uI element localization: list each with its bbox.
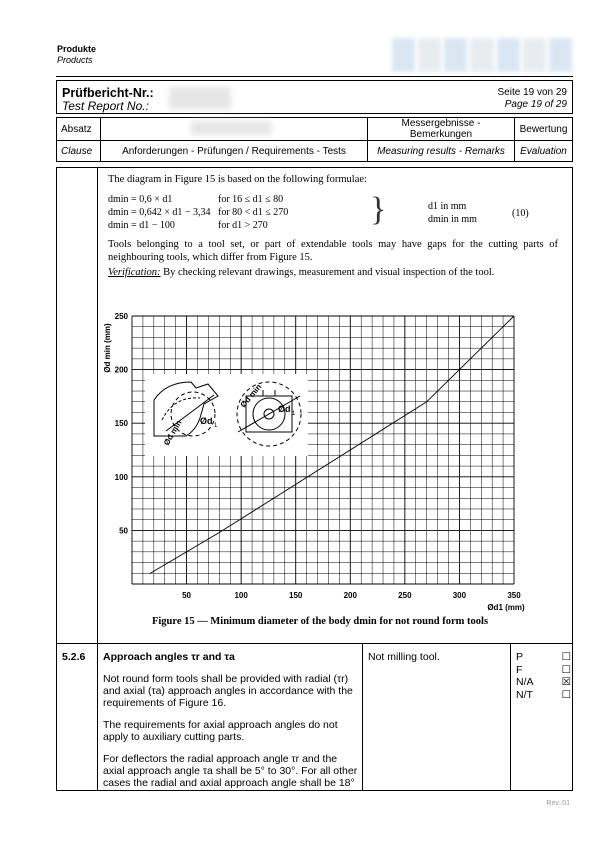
eval-option-p[interactable]: P ☐ [516,651,571,663]
y-tick-label: 50 [119,526,128,536]
section-paragraph-1: Not round form tools shall be provided with radial (τr) and axial (τa) approach angles in accordance with the requirements of Figure 16. [103,673,353,709]
requirements-header-top [101,118,368,141]
report-no-label-de: Prüfbericht-Nr.: [62,86,154,100]
figure-caption: Figure 15 — Minimum diameter of the body dmin for not round form tools [151,616,489,627]
y-tick-label: 250 [114,312,128,321]
redacted-logo [392,38,572,72]
section-paragraph-2: The requirements for axial approach angles do not apply to auxiliary cutting parts. [103,719,338,743]
x-tick-label: 150 [289,591,303,600]
clause-header: Clause [57,141,101,162]
formula-units [428,200,477,226]
unit-dmin: dmin in mm [428,214,477,225]
revision-label: Rev.:01 [546,800,570,807]
results-header-de: Messergebnisse - Bemerkungen [368,118,515,141]
x-tick-label: 100 [234,591,248,600]
absatz-header: Absatz [57,118,101,141]
checkbox-icon: ☐ [561,663,571,676]
page-number-en: Page 19 of 29 [504,99,567,110]
verification-label: Verification: [108,267,161,278]
report-number-box [56,80,573,114]
svg-text:1: 1 [292,411,296,417]
formula-1-range: for 16 ≤ d1 ≤ 80 [218,194,284,205]
eval-option-nt[interactable]: N/T ☐ [516,688,571,701]
requirements-header: Anforderungen - Prüfungen / Requirements - Tests [101,141,368,162]
equation-number: (10) [512,208,529,219]
eval-option-f[interactable]: F ☐ [516,663,571,676]
header-rule [56,76,573,77]
section-title: Approach angles τr and τa [103,651,235,663]
x-tick-label: 350 [507,591,521,600]
results-header-en: Measuring results - Remarks [368,141,515,162]
x-tick-label: 300 [452,591,467,600]
company-name-en: Products [57,55,93,65]
formula-2-expr: dmin = 0,642 × d1 − 3,34 [108,207,211,218]
unit-d1: d1 in mm [428,201,467,212]
y-tick-label: 200 [114,365,128,375]
svg-text:Ød: Ød [200,416,213,426]
verification-line [108,266,558,279]
evaluation-header: Evaluation [515,141,573,162]
bewertung-header: Bewertung [515,118,573,141]
formula-brace: } [370,191,387,228]
figure-15-chart [96,300,536,615]
evaluation-checkboxes [516,651,571,701]
page-number-de: Seite 19 von 29 [497,87,567,98]
y-axis-label: Ød min (mm) [103,323,112,373]
formula-ranges [218,193,348,232]
column-divider [362,643,363,791]
y-tick-label: 150 [114,419,128,429]
checkbox-icon: ☐ [561,688,571,701]
tool-sketch-illustration [145,374,308,456]
section-number: 5.2.6 [62,651,86,663]
svg-text:Ød: Ød [278,404,291,414]
x-axis-label: Ød1 (mm) [487,603,525,612]
formula-3-expr: dmin = d1 − 100 [108,220,175,231]
column-divider [510,643,511,791]
formula-1-expr: dmin = 0,6 × d1 [108,194,173,205]
y-tick-label: 100 [114,472,128,482]
checkbox-checked-icon: ☒ [561,676,571,688]
diagram-intro: The diagram in Figure 15 is based on the following formulae: [108,174,367,185]
company-name-de: Produkte [57,44,97,54]
company-label [57,44,96,66]
x-tick-label: 200 [343,591,357,600]
row-divider [56,643,573,644]
verification-text: By checking relevant drawings, measurement and visual inspection of the tool. [160,267,495,278]
section-body [103,651,361,799]
x-tick-label: 250 [398,591,412,600]
formula-2-range: for 80 < d1 ≤ 270 [218,207,289,218]
svg-text:Ød min: Ød min [161,418,184,447]
formula-3-range: for d1 > 270 [218,220,268,231]
measurement-result: Not milling tool. [368,651,440,663]
tools-note: Tools belonging to a tool set, or part of extendable tools may have gaps for the cutting parts of neighbouring tools, which differ from Figure 15. [108,239,558,263]
formula-expressions [108,193,213,232]
report-no-label-en: Test Report No.: [62,99,149,113]
section-paragraph-3: For deflectors the radial approach angle τr and the axial approach angle τa shall be 5° to 30°. For all other cases the radial and axial approach angle shall be 18° [103,753,358,789]
eval-option-na[interactable]: N/A ☒ [516,676,571,688]
redacted-report-number [169,87,231,109]
x-tick-label: 50 [182,591,192,600]
svg-text:1: 1 [214,423,218,429]
clause-table-header [56,117,573,162]
svg-text:Ød min: Ød min [238,382,264,410]
checkbox-icon: ☐ [561,651,571,663]
diagram-description [108,173,558,186]
